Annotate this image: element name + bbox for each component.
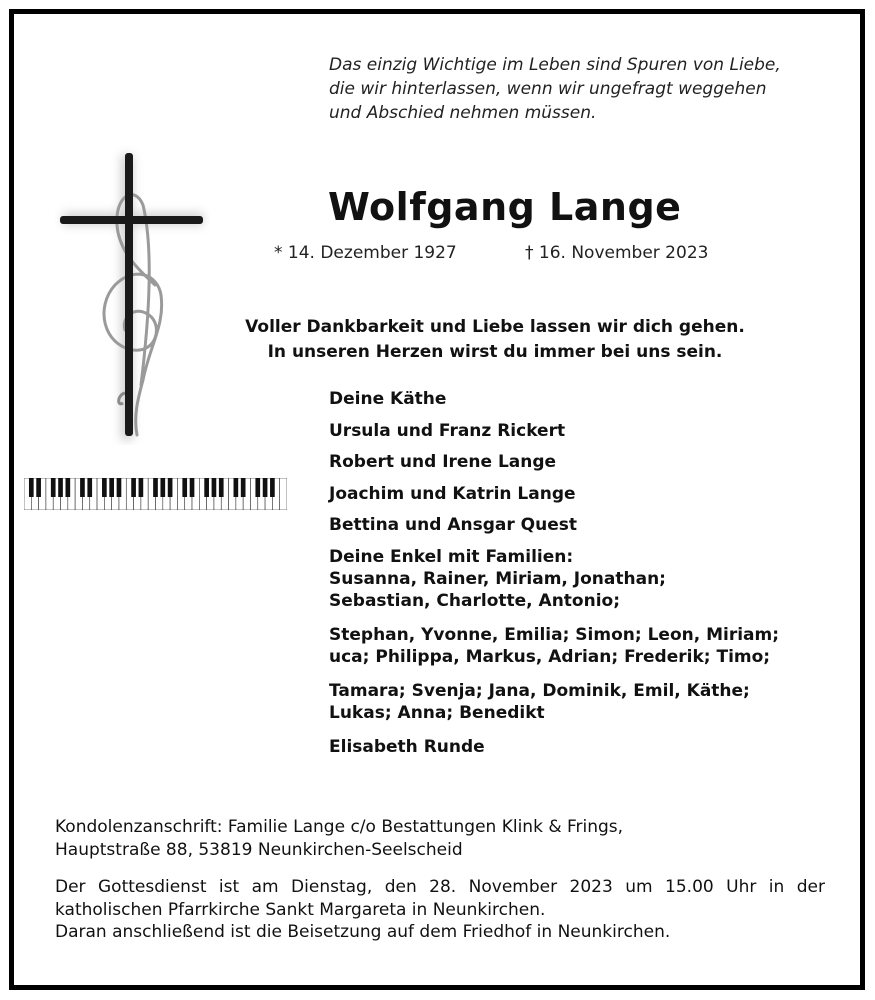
piano-keyboard-icon — [24, 478, 287, 510]
motto-line: In unseren Herzen wirst du immer bei uns sein. — [267, 342, 723, 362]
mourner-group — [329, 388, 849, 410]
quote-line: die wir hinterlassen, wenn wir ungefragt weggehen — [329, 79, 767, 99]
service-line: katholischen Pfarrkirche Sankt Margareta in Neunkirchen. — [55, 899, 546, 920]
mourner-line: Susanna, Rainer, Miriam, Jonathan; — [329, 568, 666, 589]
mourner-group — [329, 736, 849, 758]
service-line: Der Gottesdienst ist am Dienstag, den 28. November 2023 um 15.00 Uhr in der — [55, 877, 825, 897]
farewell-motto — [200, 315, 790, 365]
mourner-group — [329, 420, 849, 442]
quote-line: Das einzig Wichtige im Leben sind Spuren von Liebe, — [329, 55, 781, 75]
mourner-group — [329, 483, 849, 505]
mourner-line: Bettina und Ansgar Quest — [329, 515, 578, 535]
motto-line: Voller Dankbarkeit und Liebe lassen wir dich gehen. — [245, 317, 745, 337]
mourner-group — [329, 624, 849, 668]
mourner-line: Elisabeth Runde — [329, 736, 485, 757]
death-date: † 16. November 2023 — [525, 243, 709, 263]
mourner-group — [329, 514, 849, 536]
cross-with-treble-clef-icon — [55, 145, 210, 445]
mourner-group — [329, 680, 849, 724]
mourners-list — [329, 388, 849, 767]
mourner-line: Tamara; Svenja; Jana, Dominik, Emil, Käthe; — [329, 680, 750, 701]
address-line: Hauptstraße 88, 53819 Neunkirchen-Seelscheid — [55, 839, 463, 860]
mourner-line: uca; Philippa, Markus, Adrian; Frederik; Timo; — [329, 646, 771, 667]
quote-line: und Abschied nehmen müssen. — [329, 103, 597, 123]
condolence-address — [55, 816, 825, 861]
service-details — [55, 876, 825, 944]
mourner-line: Lukas; Anna; Benedikt — [329, 702, 545, 723]
mourner-line: Deine Enkel mit Familien: — [329, 546, 574, 567]
deceased-name: Wolfgang Lange — [328, 185, 682, 229]
mourner-line: Ursula und Franz Rickert — [329, 420, 566, 441]
service-line: Daran anschließend ist die Beisetzung auf dem Friedhof in Neunkirchen. — [55, 922, 671, 942]
birth-date: * 14. Dezember 1927 — [274, 243, 457, 263]
address-line: Kondolenzanschrift: Familie Lange c/o Bestattungen Klink & Frings, — [55, 817, 624, 837]
mourner-line: Robert und Irene Lange — [329, 452, 557, 472]
mourner-group — [329, 451, 849, 473]
mourner-line: Joachim und Katrin Lange — [329, 483, 576, 504]
mourner-group-grandchildren — [329, 546, 849, 612]
mourner-line: Deine Käthe — [329, 389, 447, 409]
mourner-line: Sebastian, Charlotte, Antonio; — [329, 590, 621, 611]
mourner-line: Stephan, Yvonne, Emilia; Simon; Leon, Miriam; — [329, 624, 780, 645]
memorial-quote — [329, 53, 849, 125]
